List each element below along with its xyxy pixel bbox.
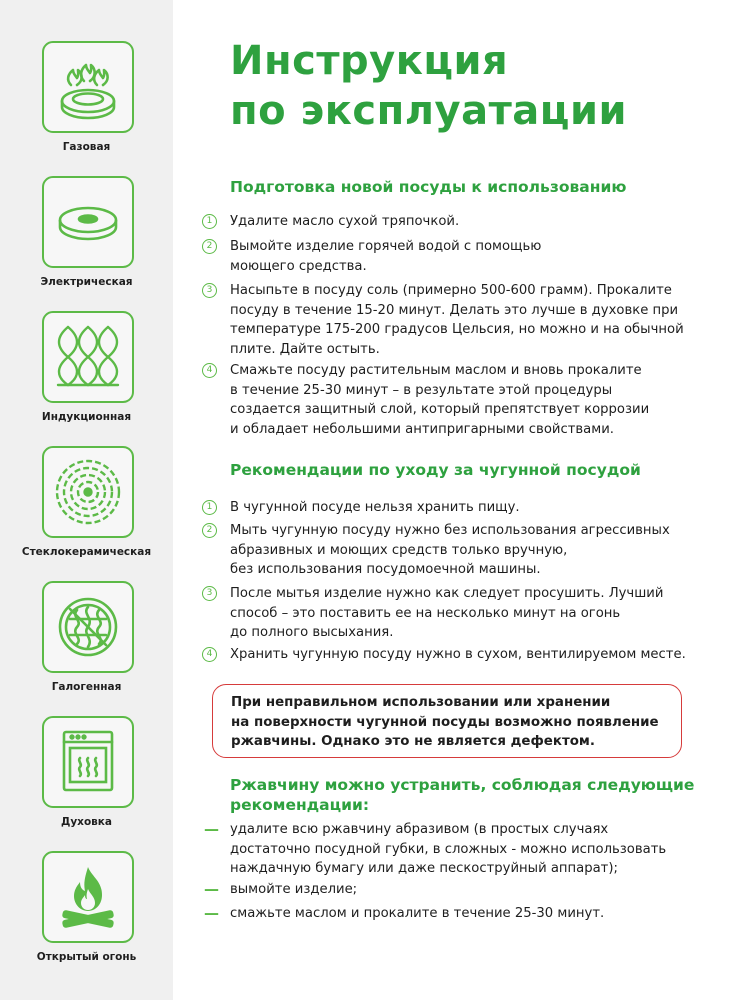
section-heading-care: Рекомендации по уходу за чугунной посудой — [230, 461, 641, 479]
step-number: 2 — [202, 523, 217, 538]
cooktop-sidebar — [0, 0, 173, 1000]
dash-bullet: — — [204, 820, 219, 838]
rust-warning-box: При неправильном использовании или хранении на поверхности чугунной посуды возможно появление ржавчины. Однако это не является дефектом. — [212, 684, 682, 758]
dash-bullet: — — [204, 880, 219, 898]
step-number: 3 — [202, 283, 217, 298]
section-heading-rust: Ржавчину можно устранить, соблюдая следующие рекомендации: — [230, 776, 695, 814]
halogen-icon — [44, 583, 132, 671]
step-number: 4 — [202, 647, 217, 662]
step-number: 4 — [202, 363, 217, 378]
cooktop-label: Открытый огонь — [36, 951, 137, 963]
oven-icon — [44, 718, 132, 806]
glass-ceramic-icon — [44, 448, 132, 536]
dash-bullet: — — [204, 904, 219, 922]
page-title: Инструкция по эксплуатации — [230, 38, 627, 134]
electric-hob-icon — [44, 178, 132, 266]
step-number: 3 — [202, 586, 217, 601]
section-heading-prep: Подготовка новой посуды к использованию — [230, 178, 627, 196]
step-number: 1 — [202, 214, 217, 229]
cooktop-label: Электрическая — [40, 276, 133, 288]
cooktop-label: Галогенная — [51, 681, 122, 693]
gas-burner-icon — [44, 43, 132, 131]
step-number: 2 — [202, 239, 217, 254]
cooktop-label: Индукционная — [41, 411, 132, 423]
induction-coil-icon — [44, 313, 132, 401]
cooktop-label: Газовая — [62, 141, 111, 153]
cooktop-label: Духовка — [60, 816, 113, 828]
cooktop-label: Стеклокерамическая — [21, 546, 152, 558]
step-number: 1 — [202, 500, 217, 515]
open-fire-icon — [44, 853, 132, 941]
